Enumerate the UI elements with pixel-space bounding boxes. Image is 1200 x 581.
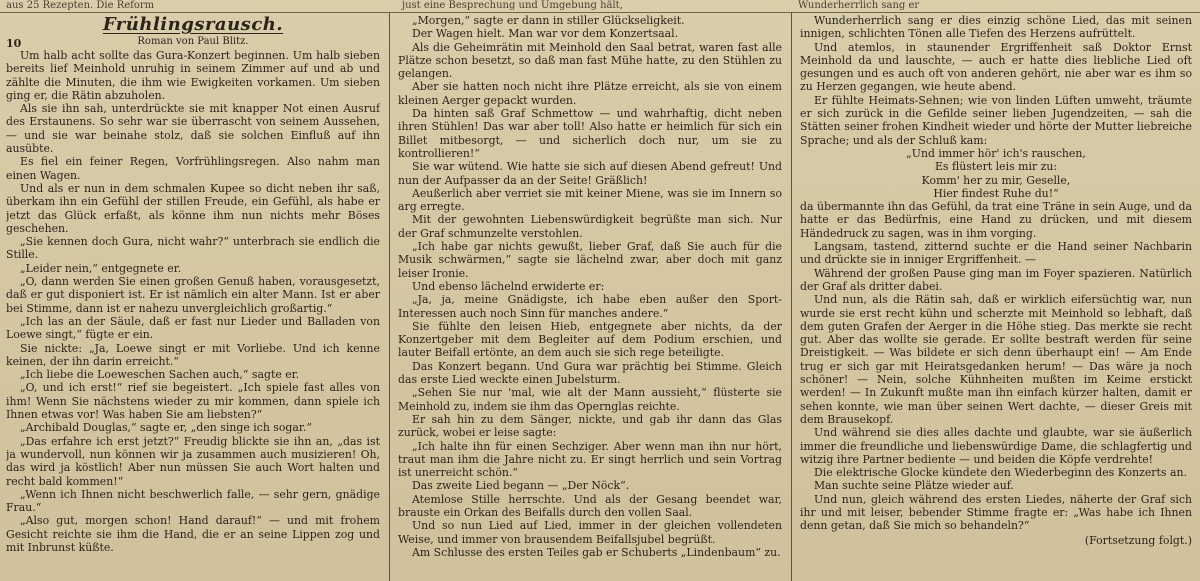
paragraph: Aber sie hatten noch nicht ihre Plätze erreicht, als sie von einem kleinen Aerger gepackt wurden. bbox=[398, 80, 782, 107]
paragraph: Aeußerlich aber verriet sie mit keiner Miene, was sie im Innern so arg erregte. bbox=[398, 186, 782, 214]
paragraph: Als die Geheimrätin mit Meinhold den Saal betrat, waren fast alle Plätze schon besetzt, so daß man fast Mühe hatte, zu den Stühlen zu gelangen. bbox=[398, 40, 782, 81]
paragraph: „Morgen,“ sagte er dann in stiller Glückseligkeit. bbox=[412, 14, 685, 27]
paragraph: Und während sie dies alles dachte und glaubte, war sie äußerlich immer die freundliche und liebenswürdige Dame, die schlagfertig und witzig ihre Partner bediente — und beiden die Köpfe verdrehte! bbox=[800, 426, 1192, 466]
paragraph: Und so nun Lied auf Lied, immer in der gleichen vollendeten Weise, und immer von brausendem Beifallsjubel begrüßt. bbox=[398, 519, 782, 546]
paragraph: Wunderherrlich sang er dies einzig schöne Lied, das mit seinen innigen, schlichten Tönen alle Tiefen des Herzens aufrüttelt. bbox=[800, 14, 1192, 41]
article-column-2 bbox=[398, 14, 782, 579]
header-fragment-2: just eine Besprechung und Umgebung hält, bbox=[402, 0, 623, 11]
paragraph: Die elektrische Glocke kündete den Wiederbeginn des Konzerts an. bbox=[814, 466, 1187, 480]
column-rule-2 bbox=[791, 12, 792, 581]
paragraph: Und ebenso lächelnd erwiderte er: bbox=[412, 279, 605, 293]
column-3-part-a bbox=[800, 14, 1192, 147]
paragraph: „Sie kennen doch Gura, nicht wahr?“ unterbrach sie endlich die Stille. bbox=[6, 235, 380, 262]
cropped-header-strip bbox=[0, 0, 1200, 13]
column-3-part-b bbox=[800, 200, 1192, 532]
verse-line: Komm' her zu mir, Geselle, bbox=[921, 173, 1071, 187]
paragraph: Atemlose Stille herrschte. Und als der Gesang beendet war, brauste ein Orkan des Beifalls durch den vollen Saal. bbox=[398, 492, 782, 519]
installment-number: 10 bbox=[6, 37, 22, 50]
paragraph: Und nun, gleich während des ersten Liedes, näherte der Graf sich ihr und mit leiser, bebender Stimme fragte er: „Was habe ich Ihnen denn getan, daß Sie mich so behandeln?“ bbox=[800, 492, 1192, 533]
paragraph: „Ja, ja, meine Gnädigste, ich habe eben außer den Sport-Interessen auch noch Sinn für manches andere.“ bbox=[398, 293, 782, 320]
paragraph: Da hinten saß Graf Schmettow — und wahrhaftig, dicht neben ihren Stühlen! Das war aber toll! Also hatte er heimlich für sich ein Billet mitbesorgt, — und sicherlich doch nur, um sie zu kontrollieren!“ bbox=[398, 107, 782, 160]
paragraph: Während der großen Pause ging man im Foyer spazieren. Natürlich der Graf als dritter dabei. bbox=[800, 266, 1192, 293]
paragraph: Und atemlos, in staunender Ergriffenheit saß Doktor Ernst Meinhold da und lauschte, — auch er hatte dies liebliche Lied oft gesungen und es auch oft von anderen gehört, nie aber war es ihm so zu Herzen gegangen, wie heute abend. bbox=[800, 40, 1192, 94]
paragraph: Das Konzert begann. Und Gura war prächtig bei Stimme. Gleich das erste Lied weckte einen Jubelsturm. bbox=[398, 359, 782, 387]
verse-line: Hier findest Ruhe du!“ bbox=[933, 186, 1059, 200]
header-fragment-1: aus 25 Rezepten. Die Reform bbox=[6, 0, 155, 11]
paragraph: „Sehen Sie nur 'mal, wie alt der Mann aussieht,“ flüsterte sie Meinhold zu, indem sie ihm das Opernglas reichte. bbox=[398, 386, 782, 413]
paragraph: Mit der gewohnten Liebenswürdigkeit begrüßte man sich. Nur der Graf schmunzelte verstohlen. bbox=[398, 213, 782, 240]
paragraph: Und als er nun in dem schmalen Kupee so dicht neben ihr saß, überkam ihn ein Gefühl der stillen Freude, ein Gefühl, als habe er jetzt das Glück erfaßt, als könne ihm nun nichts mehr Böses geschehen. bbox=[6, 181, 380, 235]
paragraph: „Leider nein,“ entgegnete er. bbox=[20, 261, 182, 275]
paragraph: Und nun, als die Rätin sah, daß er wirklich eifersüchtig war, nun wurde sie erst recht kühn und scherzte mit Meinhold so lebhaft, daß dem guten Grafen der Aerger in die Höhe stieg. Das merkte sie recht gut. Aber das wollte sie gerade. Er sollte bestraft werden für seine Dreistigkeit. — Was bildete er sich denn überhaupt ein! — Am Ende trug er sich gar mit Heiratsgedanken herum! — Das wäre ja noch schöner! — Nein, solche Kühnheiten mußten im Keime erstickt werden! — In Zukunft mußte man ihn einfach kürzer halten, damit er sehen konnte, wie man über seinen Wert dachte, — dieser Greis mit dem Brausekopf. bbox=[800, 293, 1192, 426]
article-column-3 bbox=[800, 14, 1192, 579]
paragraph: Sie nickte: „Ja, Loewe singt er mit Vorliebe. Und ich kenne keinen, der ihn darin erreicht.“ bbox=[6, 341, 380, 368]
article-title: Frühlingsrausch. bbox=[102, 14, 284, 35]
paragraph: „Ich las an der Säule, daß er fast nur Lieder und Balladen von Loewe singt,“ fügte er ein. bbox=[6, 314, 380, 342]
article-column-1 bbox=[6, 14, 380, 579]
verse-line: „Und immer hör' ich's rauschen, bbox=[906, 146, 1086, 160]
paragraph: Als sie ihn sah, unterdrückte sie mit knapper Not einen Ausruf des Erstaunens. So sehr war sie überrascht von seinem Aussehen, — und sie war beinahe stolz, daß sie solchen Einfluß auf ihn ausübte. bbox=[6, 102, 380, 156]
paragraph: Um halb acht sollte das Gura-Konzert beginnen. Um halb sieben bereits lief Meinhold unruhig in seinem Zimmer auf und ab und zählte die Minuten, die ihm wie Ewigkeiten vorkamen. Um sieben ging er, die Rätin abzuholen. bbox=[6, 49, 380, 102]
paragraph: Es fiel ein feiner Regen, Vorfrühlingsregen. Also nahm man einen Wagen. bbox=[6, 155, 380, 182]
paragraph: Langsam, tastend, zitternd suchte er die Hand seiner Nachbarin und drückte sie in inniger Ergriffenheit. — bbox=[800, 240, 1192, 267]
paragraph: „Ich habe gar nichts gewußt, lieber Graf, daß Sie auch für die Musik schwärmen,“ sagte sie lächelnd zwar, aber doch mit ganz leiser Ironie. bbox=[398, 240, 782, 280]
paragraph: Am Schlusse des ersten Teiles gab er Schuberts „Lindenbaum“ zu. bbox=[412, 545, 781, 559]
verse-line: Es flüstert leis mir zu: bbox=[934, 160, 1058, 174]
paragraph: da übermannte ihn das Gefühl, da trat eine Träne in sein Auge, und da hatte er das Bedürfnis, eine Hand zu drücken, und mit diesem Händedruck zu sagen, was in ihm vorging. bbox=[800, 200, 1192, 240]
paragraph: Man suchte seine Plätze wieder auf. bbox=[814, 479, 1014, 493]
paragraph: „Also gut, morgen schon! Hand darauf!“ — und mit frohem Gesicht reichte sie ihm die Hand, die er an seine Lippen zog und mit Inbrunst küßte. bbox=[6, 514, 380, 554]
paragraph: „Wenn ich Ihnen nicht beschwerlich falle, — sehr gern, gnädige Frau.“ bbox=[6, 487, 380, 515]
paragraph: Sie war wütend. Wie hatte sie sich auf diesen Abend gefreut! Und nun der Aufpasser da an der Seite! Gräßlich! bbox=[398, 160, 782, 187]
paragraph: „Das erfahre ich erst jetzt?“ Freudig blickte sie ihn an, „das ist ja wundervoll, nun können wir ja zusammen auch musizieren! Oh, das wird ja köstlich! Aber nun müssen Sie auch Wort halten und recht bald kommen!“ bbox=[6, 434, 380, 488]
paragraph: Er sah hin zu dem Sänger, nickte, und gab ihr dann das Glas zurück, wobei er leise sagte: bbox=[398, 412, 782, 440]
article-byline: Roman von Paul Blitz. bbox=[137, 36, 249, 47]
paragraph: Der Wagen hielt. Man war vor dem Konzertsaal. bbox=[412, 27, 679, 41]
paragraph: „O, dann werden Sie einen großen Genuß haben, vorausgesetzt, daß er gut disponiert ist. Er ist nämlich ein alter Mann. Ist er aber bei Stimme, dann ist er nahezu unvergleichlich großartig.“ bbox=[6, 275, 380, 315]
paragraph: „Ich halte ihn für einen Sechziger. Aber wenn man ihn nur hört, traut man ihm die Jahre nicht zu. Er singt herrlich und sein Vortrag ist unerreicht schön.“ bbox=[398, 439, 782, 480]
paragraph: „Archibald Douglas,“ sagte er, „den singe ich sogar.“ bbox=[20, 421, 312, 435]
column-rule-1 bbox=[389, 12, 390, 581]
song-verse bbox=[800, 147, 1192, 200]
continuation-note: (Fortsetzung folgt.) bbox=[1084, 533, 1192, 547]
paragraph: „O, und ich erst!“ rief sie begeistert. „Ich spiele fast alles von ihm! Wenn Sie nächstens wieder zu mir kommen, dann spiele ich Ihnen etwas vor! Was haben Sie am liebsten?“ bbox=[6, 381, 380, 422]
paragraph: Sie fühlte den leisen Hieb, entgegnete aber nichts, da der Konzertgeber mit dem Begleiter auf dem Podium erschien, und lauter Beifall ertönte, an dem auch sie sich rege beteiligte. bbox=[398, 319, 782, 360]
paragraph: Er fühlte Heimats-Sehnen; wie von linden Lüften umweht, träumte er sich zurück in die Gefilde seiner lieben Jugendzeiten, — sah die Stätten seiner frohen Kindheit wieder und hörte der Mutter liebreiche Sprache; und als der Schluß kam: bbox=[800, 93, 1192, 147]
paragraph: Das zweite Lied begann — „Der Nöck“. bbox=[412, 479, 630, 493]
header-fragment-3: Wunderherrlich sang er bbox=[798, 0, 920, 11]
paragraph: „Ich liebe die Loeweschen Sachen auch,“ sagte er. bbox=[20, 368, 300, 382]
